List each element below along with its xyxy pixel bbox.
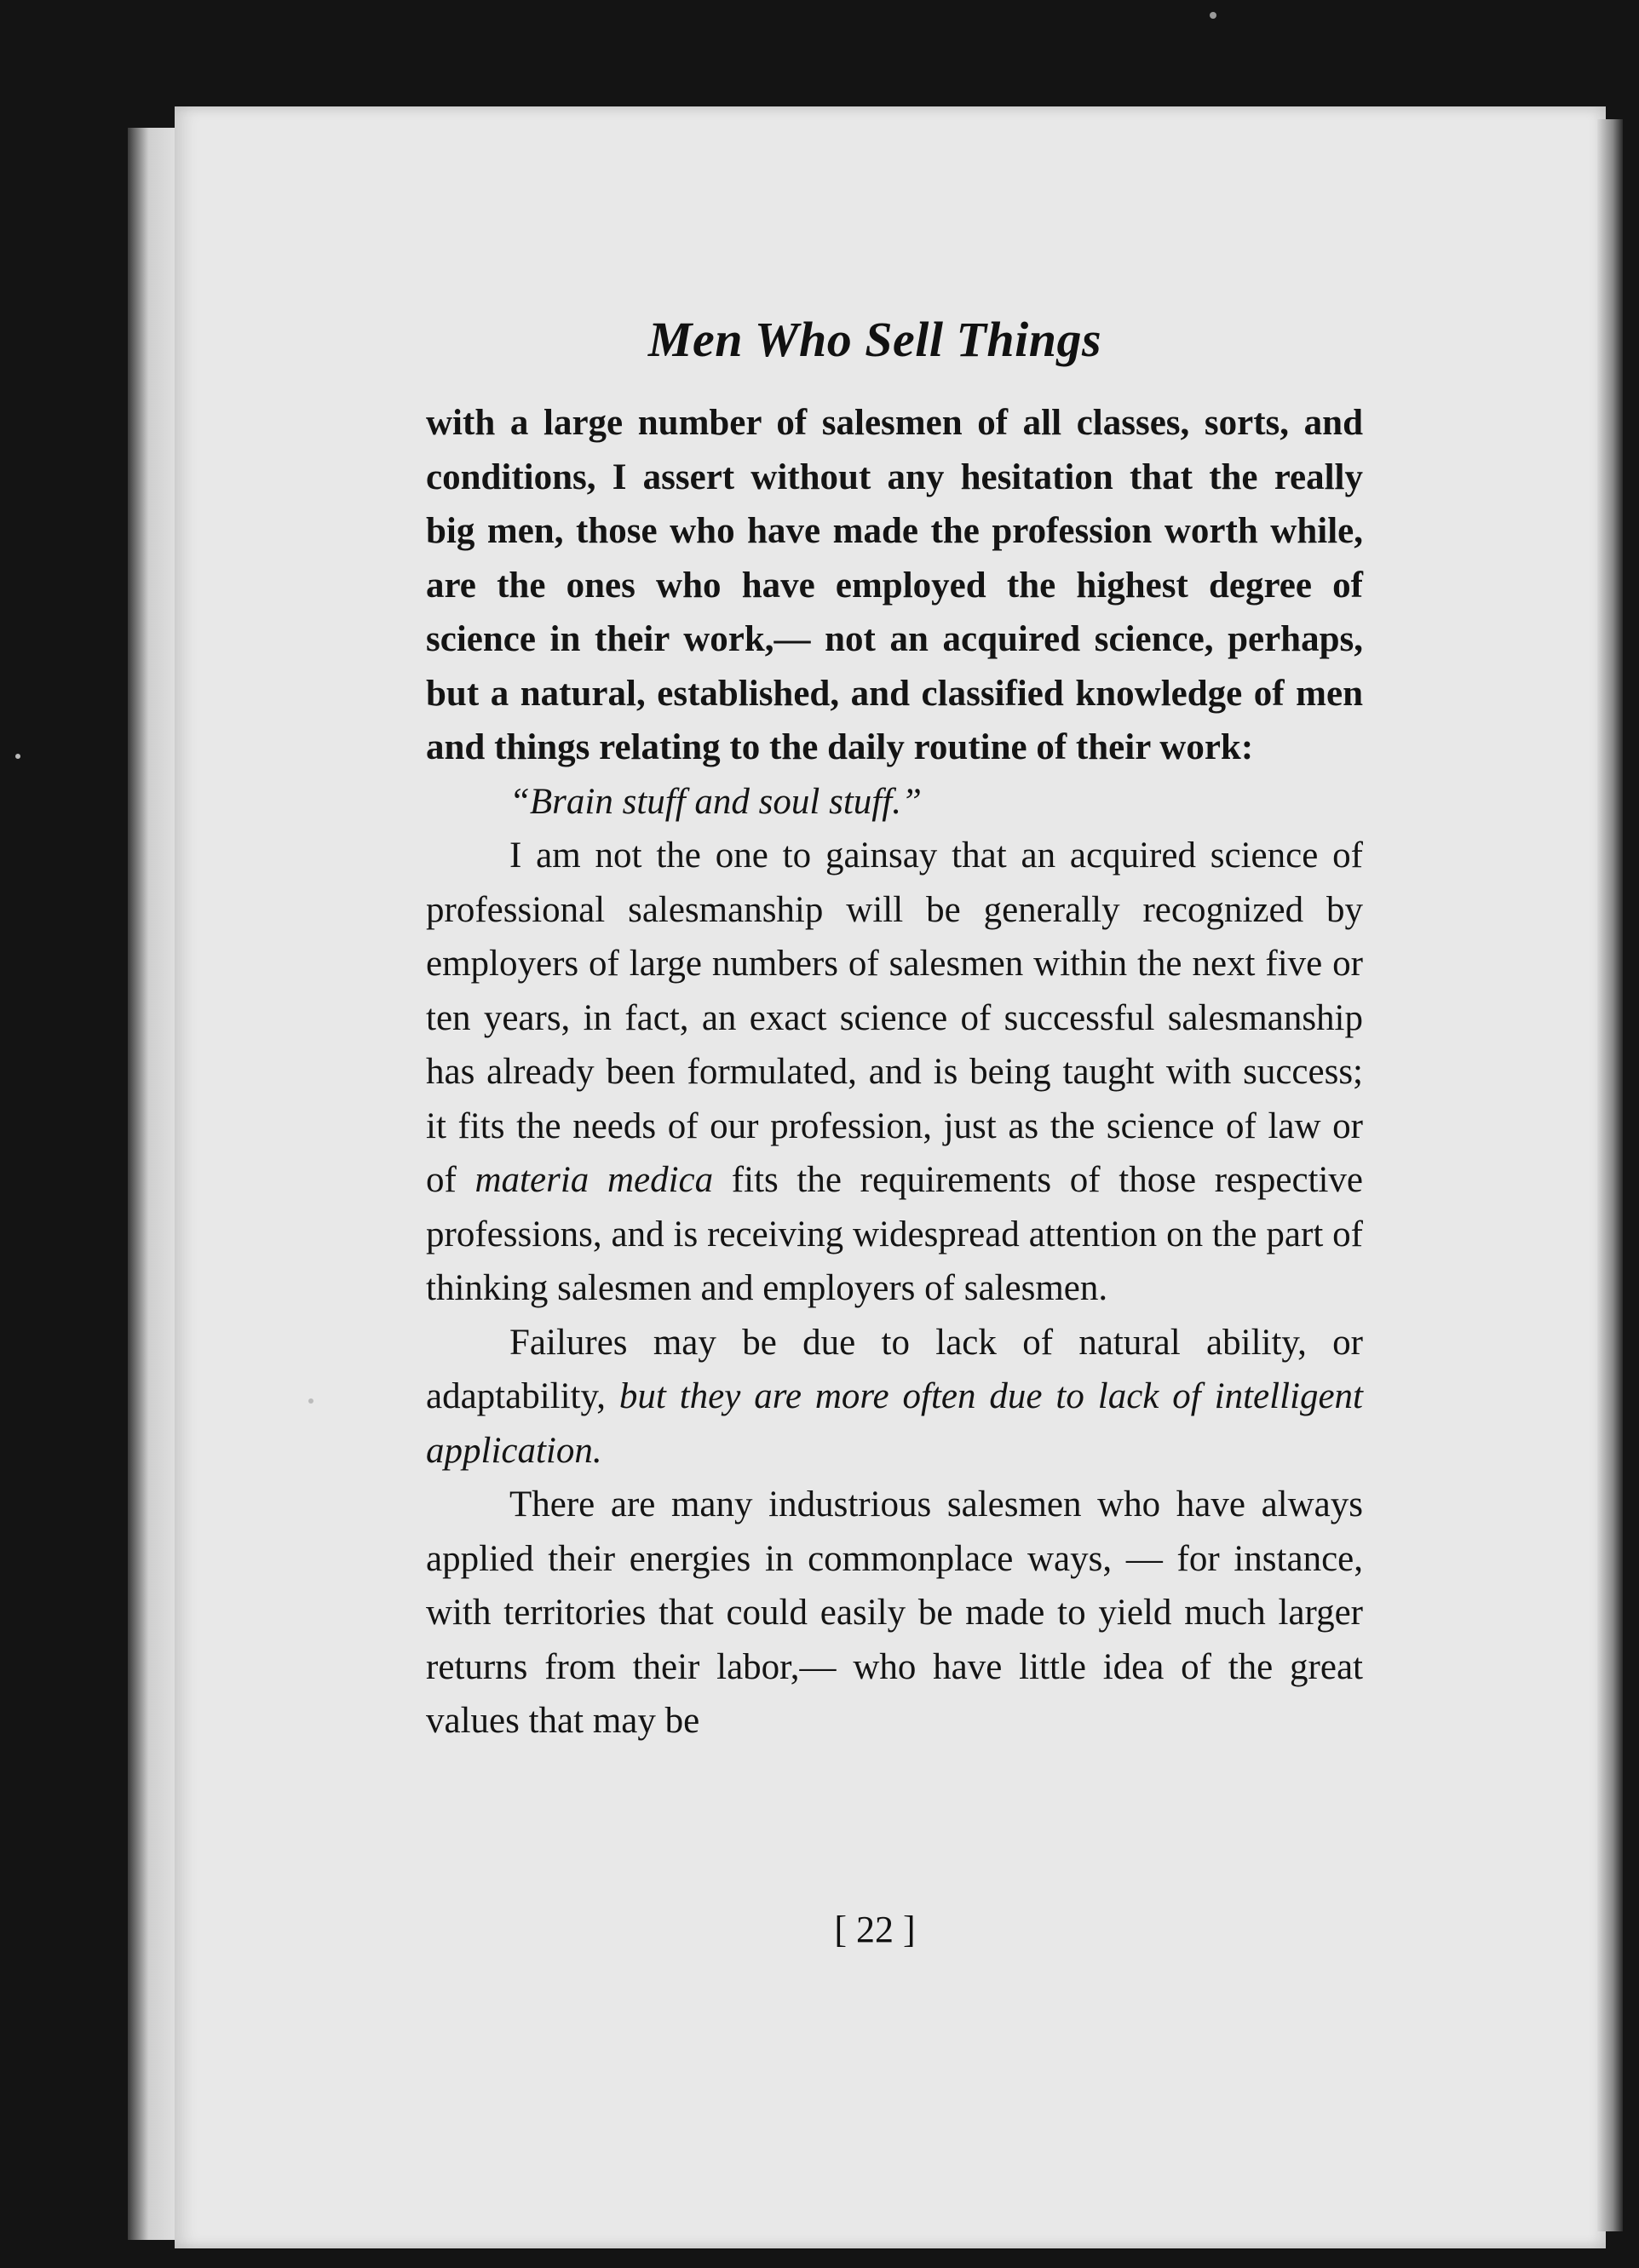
scan-speck [1210,12,1216,19]
paragraph-text: fits the requirements of those respective professions, and is receiving widespread attention on the part of thinking salesmen and employers of salesmen. [426,1160,1364,1308]
paragraph [426,829,1363,1316]
paragraph-continued: with a large number of salesmen of all classes, sorts, and conditions, I assert without any hesitation that the really big men, those who have made the profession worth while, are the ones who have employed the highest degree of science in their work,— not an acquired science, perhaps, but a natural, established, and classified knowledge of men and things relating to the daily routine of their work: [426,403,1363,767]
paragraph-italic-text: materia medica [474,1160,714,1200]
page-number: [ 22 ] [834,1909,916,1950]
paragraph: There are many industrious salesmen who have always applied their energies in commonplace ways, — for instance, with territories that could easily be made to yield much larger returns from their labor,— who have little idea of the great values that may be [426,1484,1363,1741]
paragraph [426,1316,1363,1479]
paragraph-text: Failures may be due to lack of natural ability, or adaptability, [426,1322,1363,1416]
scan-speck [308,1398,313,1404]
paragraph-text: I am not the one to gainsay that an acquired science of professional salesmanship will be generally recognized by employers of large numbers of salesmen within the next five or ten years, in fact, an exact science of successful salesmanship has already been formulated, and is being taught with success; it fits the needs of our profession, just as the science of law or of [426,835,1363,1200]
quotation-line: “Brain stuff and soul stuff.” [509,781,922,822]
paragraph-italic-text: but they are more often due to lack of intelligent application. [426,1376,1363,1471]
scan-speck [15,754,20,759]
running-head: Men Who Sell Things [647,312,1102,367]
body-text [426,396,1363,1748]
